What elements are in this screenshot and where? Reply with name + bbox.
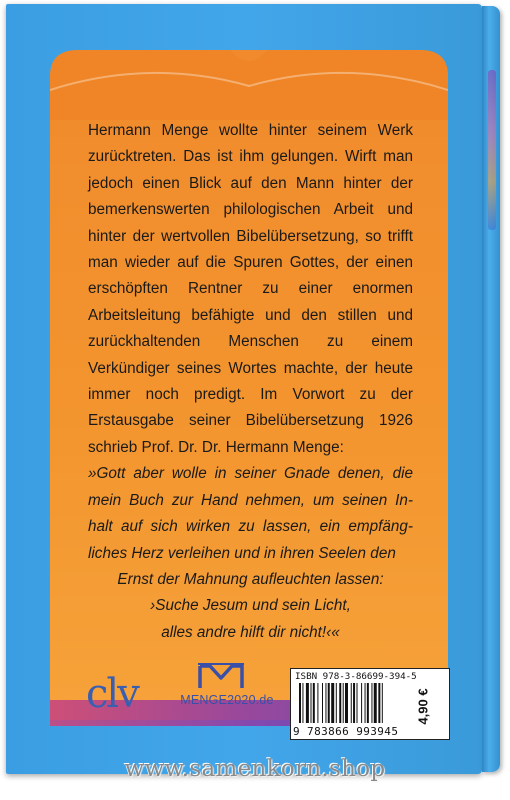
quote-verse [88,567,413,646]
m-banner-icon [196,660,246,690]
blurb-line: so trifft man wieder auf die Spuren Gottes, [88,227,414,272]
blurb-line: zu der Erstausgabe seiner Bibelübersetzung [88,386,414,430]
menge-quote [88,461,413,567]
blurb-line: man jedoch einen Blick auf den Mann hinter [88,148,414,192]
barcode-digits: 9 783866 993945 [293,725,399,738]
page-curve-decoration [50,50,448,120]
blurb-line: stillen und zurückhaltenden Menschen zu [88,306,413,351]
quote-line: liches Herz verleihen und in ihren Seelen den [88,544,396,562]
menge2020-label: MENGE2020.de [180,693,274,707]
verse-line: alles andre hilft dir nicht!‹« [161,623,340,641]
blurb-line: Hermann Menge wollte hinter seinem Werk [88,122,413,139]
blurb-line: der heute immer noch predigt. Im Vorwort [88,359,413,404]
quote-line: mein Buch zur Hand nehmen, um seinen In- [88,491,413,509]
quote-line: Ernst der Mahnung aufleuchten lassen: [117,570,384,588]
clv-logo: clv [86,671,138,717]
blurb-line: zurücktreten. Das ist ihm gelungen. Wirft [88,148,377,166]
blurb-line: und hinter der wertvollen Bibelübersetzung, [88,201,413,245]
barcode-bars [299,683,411,723]
price-text: 4,90 € [415,688,431,725]
blurb-text [88,118,413,461]
back-cover-blurb [88,118,413,646]
shop-watermark: www.samenkorn.shop [124,756,386,782]
spine-decoration [488,70,496,230]
blurb-line: der einen erschöpften Rentner zu einer [88,254,413,298]
verse-line: ›Suche Jesum und sein Licht, [150,597,351,615]
isbn-text: ISBN 978-3-86699-394-5 [295,671,417,682]
blurb-line: enormen Arbeitsleitung befähigte und den [88,280,414,324]
quote-line: halt auf sich wirken zu lassen, ein empfäng- [88,518,413,536]
quote-line: »Gott aber wolle in seiner Gnade denen, die [88,465,413,483]
price-tag [415,677,445,737]
blurb-line: 1926 schrieb Prof. Dr. Dr. Hermann Menge: [88,412,414,456]
barcode-label [290,668,450,740]
blurb-line: einem Verkündiger seines Wortes machte, [88,333,413,377]
blurb-line: der bemerkenswerten philologischen Arbeit [88,174,414,219]
